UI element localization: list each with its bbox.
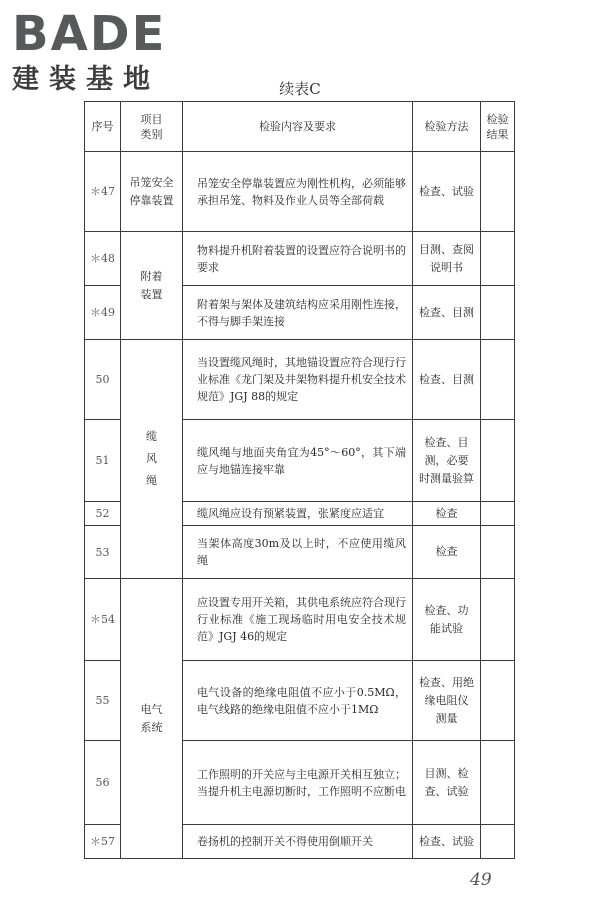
row-method: 检查 <box>413 526 481 579</box>
table-row <box>85 232 515 286</box>
table-row <box>85 340 515 420</box>
row-content: 缆风绳应设有预紧装置，张紧度应适宜 <box>183 502 413 526</box>
row-method: 检查、目测 <box>413 340 481 420</box>
row-method: 目测、检 查、试验 <box>413 741 481 825</box>
row-method: 检查、试验 <box>413 152 481 232</box>
row-result <box>481 526 515 579</box>
row-category: 电气 系统 <box>121 579 183 859</box>
row-number: ＊57 <box>85 825 121 859</box>
row-number: ＊49 <box>85 286 121 340</box>
row-content: 物料提升机附着装置的设置应符合说明书的要求 <box>183 232 413 286</box>
row-method: 检查、试验 <box>413 825 481 859</box>
row-result <box>481 232 515 286</box>
row-number: 51 <box>85 420 121 502</box>
row-number: ＊47 <box>85 152 121 232</box>
row-number: ＊54 <box>85 579 121 661</box>
row-result <box>481 152 515 232</box>
row-content: 当设置缆风绳时，其地锚设置应符合现行行业标准《龙门架及井架物料提升机安全技术规范》JGJ 88的规定 <box>183 340 413 420</box>
row-method: 检查、目测 <box>413 286 481 340</box>
row-result <box>481 340 515 420</box>
logo-subtitle: 建装基地 <box>12 64 160 95</box>
row-result <box>481 420 515 502</box>
row-result <box>481 502 515 526</box>
row-category: 缆 风 绳 <box>121 340 183 579</box>
row-number: 55 <box>85 661 121 741</box>
logo-brand: BADE <box>12 6 167 62</box>
row-content: 电气设备的绝缘电阻值不应小于0.5MΩ，电气线路的绝缘电阻值不应小于1MΩ <box>183 661 413 741</box>
row-content: 吊笼安全停靠装置应为刚性机构，必须能够承担吊笼、物料及作业人员等全部荷载 <box>183 152 413 232</box>
row-result <box>481 741 515 825</box>
row-content: 缆风绳与地面夹角宜为45°～60°，其下端应与地锚连接牢靠 <box>183 420 413 502</box>
row-category: 附着 装置 <box>121 232 183 340</box>
header-result: 检验 结果 <box>481 102 515 152</box>
row-result <box>481 579 515 661</box>
row-result <box>481 825 515 859</box>
inspection-table <box>84 101 515 859</box>
row-method: 检查、功 能试验 <box>413 579 481 661</box>
row-content: 卷扬机的控制开关不得使用倒顺开关 <box>183 825 413 859</box>
header-method: 检验方法 <box>413 102 481 152</box>
row-number: 50 <box>85 340 121 420</box>
header-category: 项目 类别 <box>121 102 183 152</box>
header-content: 检验内容及要求 <box>183 102 413 152</box>
row-content: 工作照明的开关应与主电源开关相互独立；当提升机主电源切断时，工作照明不应断电 <box>183 741 413 825</box>
row-category: 吊笼安全 停靠装置 <box>121 152 183 232</box>
row-content: 应设置专用开关箱，其供电系统应符合现行行业标准《施工现场临时用电安全技术规范》JGJ 46的规定 <box>183 579 413 661</box>
row-result <box>481 661 515 741</box>
row-content: 附着架与架体及建筑结构应采用刚性连接，不得与脚手架连接 <box>183 286 413 340</box>
row-method: 检查、目 测，必要 时测量验算 <box>413 420 481 502</box>
row-number: 53 <box>85 526 121 579</box>
row-number: 52 <box>85 502 121 526</box>
row-number: 56 <box>85 741 121 825</box>
row-number: ＊48 <box>85 232 121 286</box>
table-caption: 续表C <box>279 80 321 98</box>
page-number: 49 <box>470 870 492 890</box>
header-no: 序号 <box>85 102 121 152</box>
row-method: 检查、用绝 缘电阻仪 测量 <box>413 661 481 741</box>
header-row <box>85 102 515 152</box>
table-row <box>85 579 515 661</box>
table-row <box>85 152 515 232</box>
row-method: 检查 <box>413 502 481 526</box>
row-content: 当架体高度30m及以上时，不应使用缆风绳 <box>183 526 413 579</box>
row-result <box>481 286 515 340</box>
row-method: 目测、查阅 说明书 <box>413 232 481 286</box>
